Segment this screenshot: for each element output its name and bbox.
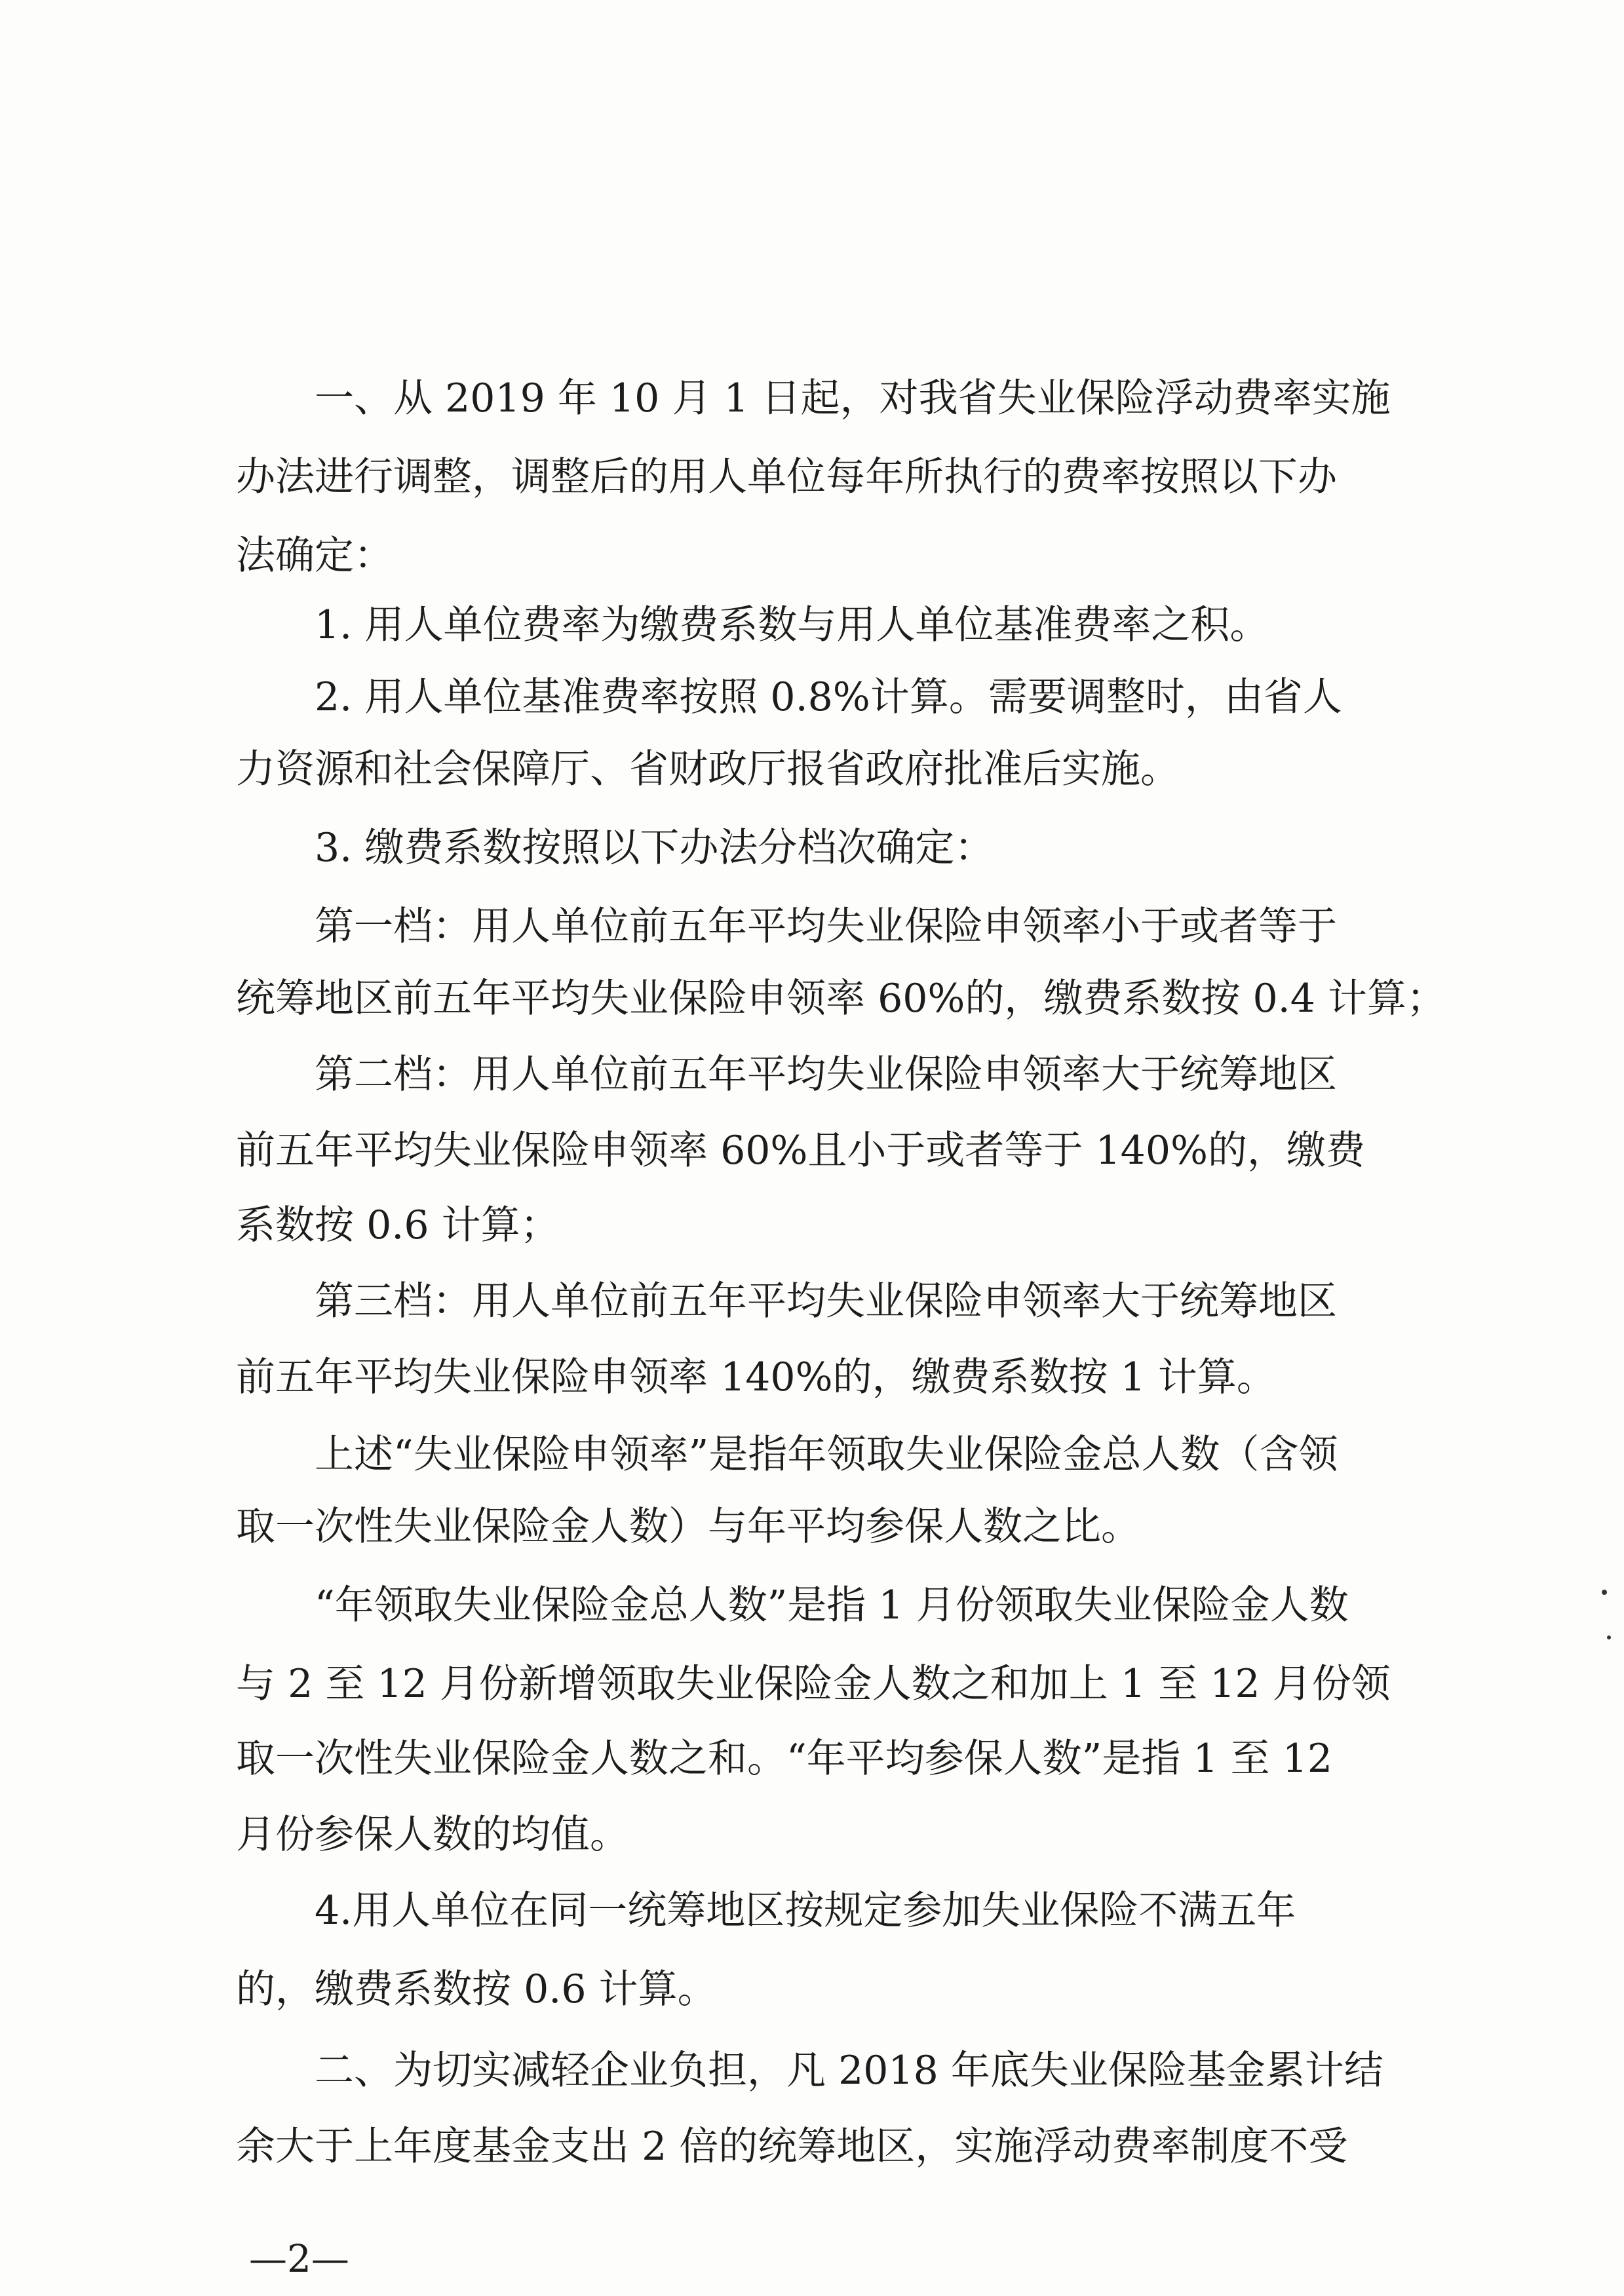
paragraph-line: 前五年平均失业保险申领率 60%且小于或者等于 140%的，缴费 bbox=[236, 1128, 1366, 1174]
page-number: —2— bbox=[249, 2236, 349, 2281]
paragraph-line: 2. 用人单位基准费率按照 0.8%计算。需要调整时，由省人 bbox=[315, 674, 1342, 720]
paragraph-line: 法确定： bbox=[236, 533, 393, 579]
paragraph-line: 统筹地区前五年平均失业保险申领率 60%的，缴费系数按 0.4 计算； bbox=[236, 976, 1446, 1022]
scan-speck bbox=[1602, 1590, 1607, 1595]
paragraph-line: 的，缴费系数按 0.6 计算。 bbox=[236, 1966, 717, 2012]
paragraph-line: 第三档：用人单位前五年平均失业保险申领率大于统筹地区 bbox=[315, 1278, 1337, 1324]
paragraph-line: 二、为切实减轻企业负担，凡 2018 年底失业保险基金累计结 bbox=[315, 2048, 1383, 2094]
paragraph-line: 4.用人单位在同一统筹地区按规定参加失业保险不满五年 bbox=[315, 1888, 1296, 1934]
paragraph-line: 1. 用人单位费率为缴费系数与用人单位基准费率之积。 bbox=[315, 602, 1269, 648]
paragraph-line: 系数按 0.6 计算； bbox=[236, 1202, 560, 1248]
paragraph-line: 与 2 至 12 月份新增领取失业保险金人数之和加上 1 至 12 月份领 bbox=[236, 1661, 1391, 1707]
paragraph-line: 取一次性失业保险金人数之和。“年平均参保人数”是指 1 至 12 bbox=[236, 1736, 1333, 1782]
paragraph-line: 3. 缴费系数按照以下办法分档次确定： bbox=[315, 825, 994, 871]
paragraph-line: 取一次性失业保险金人数）与年平均参保人数之比。 bbox=[236, 1504, 1140, 1550]
paragraph-line: 第二档：用人单位前五年平均失业保险申领率大于统筹地区 bbox=[315, 1052, 1337, 1098]
paragraph-line: “年领取失业保险金总人数”是指 1 月份领取失业保险金人数 bbox=[315, 1582, 1349, 1628]
paragraph-line: 余大于上年度基金支出 2 倍的统筹地区，实施浮动费率制度不受 bbox=[236, 2124, 1348, 2170]
paragraph-line: 办法进行调整，调整后的用人单位每年所执行的费率按照以下办 bbox=[236, 454, 1337, 500]
paragraph-line: 前五年平均失业保险申领率 140%的，缴费系数按 1 计算。 bbox=[236, 1354, 1276, 1400]
paragraph-line: 一、从 2019 年 10 月 1 日起，对我省失业保险浮动费率实施 bbox=[315, 375, 1391, 421]
paragraph-line: 月份参保人数的均值。 bbox=[236, 1812, 629, 1858]
scan-speck bbox=[1607, 1636, 1611, 1639]
paragraph-line: 上述“失业保险申领率”是指年领取失业保险金总人数（含领 bbox=[315, 1432, 1338, 1478]
paragraph-line: 第一档：用人单位前五年平均失业保险申领率小于或者等于 bbox=[315, 904, 1337, 949]
paragraph-line: 力资源和社会保障厅、省财政厅报省政府批准后实施。 bbox=[236, 746, 1180, 792]
